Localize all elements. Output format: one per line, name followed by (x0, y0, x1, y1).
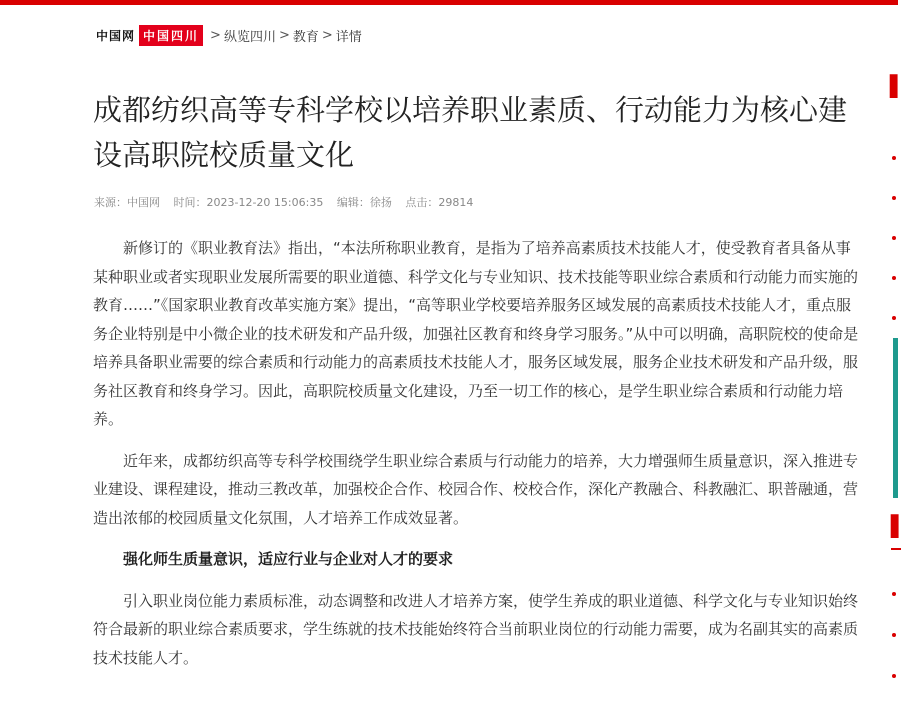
meta-source: 来源：中国网 (94, 196, 160, 209)
article-title: 成都纺织高等专科学校以培养职业素质、行动能力为核心建设高职院校质量文化 (93, 93, 848, 172)
article-paragraph: 新修订的《职业教育法》指出，“本法所称职业教育，是指为了培养高素质技术技能人才，使受教育者具备从事某种职业或者实现职业发展所需要的职业道德、科学文化与专业知识、技术技能等职业综合素质和行动能力而实施的教育……”《国家职业教育改革实施方案》提出，“高等职业学校要培养服务区域发展的高素质技术技能人才，重点服务企业特别是中小微企业的技术研发和产品升级，加强社区教育和终身学习服务。”从中可以明确，高职院校的使命是培养具备职业需要的综合素质和行动能力的高素质技术技能人才，服务区域发展，服务企业技术研发和产品升级，服务社区教育和终身学习。因此，高职院校质量文化建设，乃至一切工作的核心，是学生职业综合素质和行动能力培养。 (93, 239, 859, 428)
sidebar-box[interactable] (893, 338, 903, 498)
sidebar-bullet (892, 633, 896, 637)
article-paragraph: 近年来，成都纺织高等专科学校围绕学生职业综合素质与行动能力的培养，大力增强师生质量意识，深入推进专业建设、课程建设，推动三教改革，加强校企合作、校园合作、校校合作，深化产教融合、科教融汇、职普融通，营造出浓郁的校园质量文化氛围，人才培养工作成效显著。 (93, 451, 859, 527)
article-sub-heading: 强化师生质量意识，适应行业与企业对人才的要求 (123, 550, 454, 568)
sidebar-bullet (892, 592, 896, 596)
article-body (93, 234, 861, 685)
sidebar-bullet (892, 276, 896, 280)
top-red-bar (0, 0, 898, 5)
meta-clicks: 点击：29814 (405, 196, 474, 209)
breadcrumb-separator: > (278, 27, 290, 43)
breadcrumb (96, 24, 362, 46)
china-net-logo[interactable]: 中国网 (96, 28, 136, 43)
breadcrumb-item-overview[interactable]: 纵览四川 (223, 29, 276, 45)
article-paragraph: 引入职业岗位能力素质标准，动态调整和改进人才培养方案，使学生养成的职业道德、科学文化与专业知识始终符合最新的职业综合素质要求，学生练就的技术技能始终符合当前职业岗位的行动能力需要，成为名副其实的高素质技术技能人才。 (93, 591, 859, 667)
sidebar-heading-clipped: ▌ (890, 74, 906, 98)
breadcrumb-separator: > (210, 27, 221, 43)
sidebar-bullet (892, 674, 896, 678)
china-sichuan-logo[interactable]: 中国四川 (139, 25, 203, 46)
sidebar-heading-clipped: ▌ (891, 514, 907, 538)
sidebar-bullet (892, 316, 896, 320)
sidebar-bullet (892, 156, 896, 160)
breadcrumb-item-detail: 详情 (335, 29, 362, 45)
meta-editor: 编辑：徐扬 (336, 196, 392, 209)
breadcrumb-item-education[interactable]: 教育 (292, 29, 319, 45)
sidebar-divider (891, 548, 901, 550)
meta-time: 时间：2023-12-20 15:06:35 (173, 196, 324, 209)
article-meta (94, 194, 483, 210)
breadcrumb-separator: > (321, 27, 333, 43)
sidebar-bullet (892, 196, 896, 200)
sidebar-bullet (892, 236, 896, 240)
